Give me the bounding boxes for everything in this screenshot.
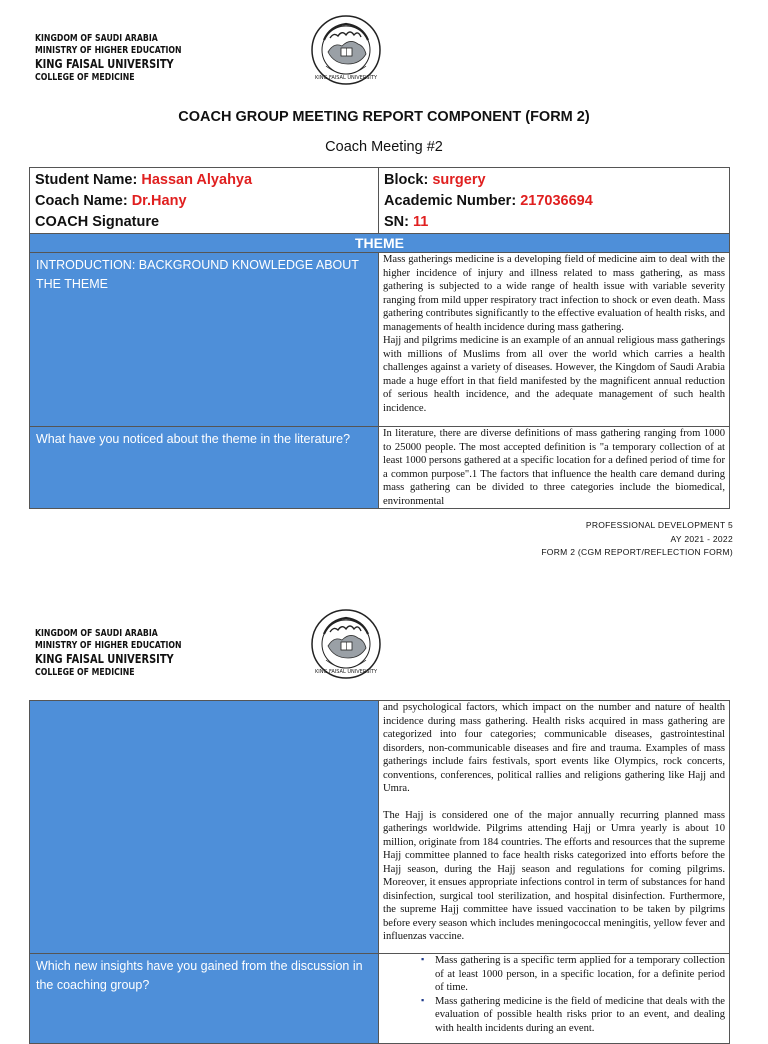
sn-value: 11 — [413, 214, 429, 230]
student-name-row — [35, 170, 373, 191]
continued-answer-paragraph-2: The Hajj is considered one of the major annually recurring planned mass gatherings worldwide. Pilgrims attending Hajj or Umra yearly is about 10 million, originate from 184 countries. The efforts and resources that the supreme Hajj committee planned to face health risks categorized into efforts before the Hajj season, during the Hajj season and regulations for coming pilgrims. Moreover, it ensues appropriate infections control in term of substances for hand disinfection, surgical tool sterilization, and hospital disinfection. Furthermore, the supreme Hajj committee have issued vaccination to be taken by pilgrims before every season which includes meningococcal meningitis, yellow fever and influenzas vaccine. — [383, 809, 726, 942]
theme-header: THEME — [30, 234, 730, 253]
header-line-university: KING FAISAL UNIVERSITY — [35, 651, 174, 666]
info-left-cell — [30, 168, 379, 236]
literature-answer — [379, 427, 730, 509]
coach-name-label: Coach Name: — [35, 193, 128, 209]
letterhead-page-2 — [35, 628, 214, 679]
footer-form: FORM 2 (CGM REPORT/REFLECTION FORM) — [541, 547, 733, 557]
header-line-ministry: MINISTRY OF HIGHER EDUCATION — [35, 44, 182, 56]
block-label: Block: — [384, 172, 429, 188]
header-line-kingdom: KINGDOM OF SAUDI ARABIA — [35, 33, 158, 44]
list-item — [421, 954, 725, 995]
block-value: surgery — [432, 172, 486, 188]
footer-year: AY 2021 - 2022 — [670, 533, 733, 544]
literature-answer-continued — [379, 701, 730, 954]
intro-answer — [379, 253, 730, 427]
block-row — [384, 170, 724, 191]
theme-table — [29, 233, 730, 509]
academic-number-value: 217036694 — [520, 193, 593, 209]
meeting-subtitle: Coach Meeting #2 — [325, 139, 443, 155]
student-info-table — [29, 167, 730, 236]
footer-course: PROFESSIONAL DEVELOPMENT 5 — [585, 520, 733, 530]
paragraph-spacer — [383, 796, 725, 809]
letterhead — [35, 33, 214, 84]
insights-answer — [379, 954, 730, 1044]
seal-text: KING FAISAL UNIVERSITY — [314, 75, 378, 81]
literature-answer-text: In literature, there are diverse definitions of mass gathering ranging from 1000 to 25000 people. The most accepted definition is "a temporary collection of at least 1000 persons gathered at a specific location for a defined period of time for a common purpose".1 The factors that influence the health care demand during mass gathering can be divided to three categories include the biomedical, environmental — [383, 428, 725, 507]
sn-label: SN: — [384, 214, 409, 230]
theme-table-continued — [29, 700, 730, 1044]
header-line-kingdom: KINGDOM OF SAUDI ARABIA — [35, 628, 158, 639]
coach-name-value: Dr.Hany — [131, 193, 187, 209]
intro-question: INTRODUCTION: BACKGROUND KNOWLEDGE ABOUT THE THEME — [30, 253, 379, 427]
university-seal-logo — [310, 608, 382, 680]
page-footer — [541, 519, 733, 560]
student-name-value: Hassan Alyahya — [141, 172, 253, 188]
insights-list — [383, 954, 725, 1035]
academic-number-row — [384, 191, 724, 212]
continued-answer-paragraph-1: and psychological factors, which impact on the number and nature of health incidence during mass gathering. Health risks acquired in mass gathering are categorized into four categories; communicable diseases, gastrointestinal disorders, non-communicable diseases and fire and trauma. Examples of mass gatherings include fairs festivals, sport events like Olympics, rock concerts, conventions, conferences, political rallies and religions gathering like Hajj and Umra. — [383, 702, 725, 794]
page-separator — [0, 568, 768, 632]
list-item — [421, 994, 725, 1036]
literature-question-continued — [30, 701, 379, 954]
document-title: COACH GROUP MEETING REPORT COMPONENT (FORM 2) — [178, 109, 590, 125]
insight-text: Mass gathering is a specific term applied for a temporary collection of at least 1000 person, in a specific location, for a definite period of time. — [435, 955, 725, 993]
header-line-college: COLLEGE OF MEDICINE — [35, 71, 135, 83]
seal-text: KING FAISAL UNIVERSITY — [314, 669, 378, 675]
header-line-university: KING FAISAL UNIVERSITY — [35, 56, 174, 71]
intro-answer-paragraph-1: Mass gatherings medicine is a developing field of medicine aim to deal with the higher incidence of injury and illness related to mass gathering, as mass gathering is subjected to a wide range of health issue with variable severity ranging from mild upper respiratory tract infection to shock or even death. Mass gathering contributes significantly to the effective evaluation of health risks, and managements of health incidence during mass gathering. — [383, 254, 725, 333]
coach-signature-label: COACH Signature — [35, 214, 160, 230]
bullet-icon: ▪ — [421, 954, 425, 964]
info-right-cell — [379, 168, 730, 236]
bullet-icon: ▪ — [421, 994, 425, 1005]
coach-name-row — [35, 191, 373, 212]
insight-text: Mass gathering medicine is the field of medicine that deals with the evaluation of possible health risks prior to an event, and dealing with health incidents during an event. — [435, 995, 725, 1034]
header-line-ministry: MINISTRY OF HIGHER EDUCATION — [35, 639, 182, 651]
student-name-label: Student Name: — [35, 172, 138, 188]
header-line-college: COLLEGE OF MEDICINE — [35, 666, 135, 678]
academic-number-label: Academic Number: — [384, 193, 517, 209]
sn-row — [384, 212, 724, 233]
university-seal-logo — [310, 14, 382, 86]
insights-question: Which new insights have you gained from the discussion in the coaching group? — [30, 954, 379, 1044]
intro-answer-paragraph-2: Hajj and pilgrims medicine is an example of an annual religious mass gatherings with millions of Muslims from all over the world which carries a health challenges against a variety of diseases. However, the Kingdom of Saudi Arabia made a huge effort in that field manifested by the magnificent annual reduction of serious health incidence, and the adequate management of such health incidence. — [383, 335, 725, 414]
literature-question: What have you noticed about the theme in the literature? — [30, 427, 379, 509]
